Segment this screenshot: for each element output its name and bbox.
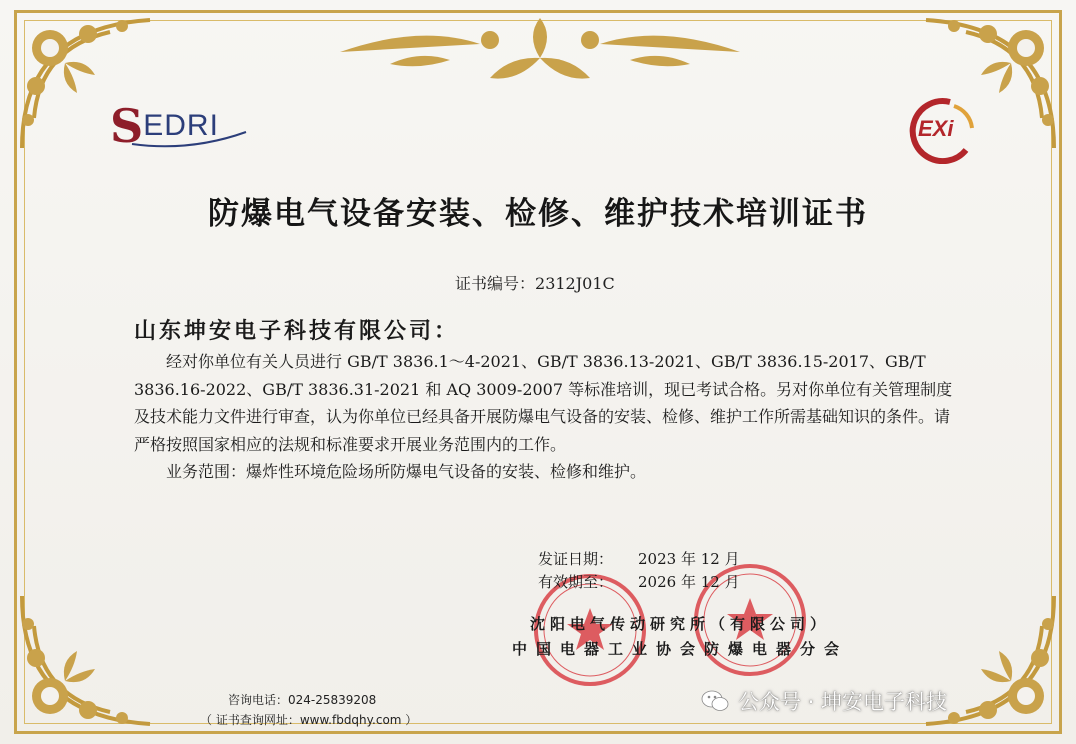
corner-ornament-icon	[10, 586, 160, 736]
certificate-dates	[538, 548, 740, 594]
contact-info	[200, 690, 417, 730]
certificate-number-label: 证书编号：	[455, 274, 536, 293]
wechat-icon	[700, 688, 730, 714]
exi-logo	[894, 92, 984, 164]
certificate-number-value: 2312J01C	[535, 274, 615, 293]
company-name: 山东坤安电子科技有限公司：	[134, 318, 460, 344]
top-ornament-icon	[330, 10, 750, 90]
issuer-line-1: 沈阳电气传动研究所（有限公司）	[529, 615, 830, 633]
valid-until-row	[538, 571, 740, 594]
sedri-logo	[110, 96, 245, 156]
wechat-watermark	[700, 686, 947, 716]
valid-until-value: 2026 年 12 月	[638, 573, 740, 591]
valid-until-label: 有效期至：	[538, 573, 614, 591]
contact-website: （ 证书查询网址：www.fbdqhy.com ）	[200, 713, 418, 727]
certificate-title: 防爆电气设备安装、检修、维护技术培训证书	[208, 196, 868, 232]
body-paragraph: 经对你单位有关人员进行 GB/T 3836.1～4-2021、GB/T 3836.13-2021、GB/T 3836.15-2017、GB/T 3836.16-2022、GB/T 3836.31-2021 和 AQ 3009-2007 等标准培训，现已考试合格。另对你单位有关管理制度及技术能力文件进行审查，认为你单位已经具备开展防爆电气设备的安装、检修、维护工作所需基础知识的条件。请严格按照国家相应的法规和标准要求开展业务范围内的工作。	[134, 352, 953, 454]
contact-phone: 咨询电话：024-25839208	[228, 693, 377, 707]
issue-date-label: 发证日期：	[538, 550, 614, 568]
sedri-logo-text: EDRI	[143, 109, 219, 142]
issuer-line-2: 中国电器工业协会防爆电器分会	[511, 640, 848, 658]
business-scope: 业务范围：爆炸性环境危险场所防爆电气设备的安装、检修和维护。	[166, 462, 647, 481]
sedri-swoosh-icon	[130, 124, 250, 150]
issue-date-value: 2023 年 12 月	[638, 550, 740, 568]
sedri-logo-mark: S	[110, 99, 144, 153]
certificate-body	[134, 348, 964, 486]
watermark-text: 公众号 · 坤安电子科技	[738, 690, 948, 714]
certificate-number	[455, 271, 615, 294]
issue-date-row	[538, 548, 740, 571]
issuing-organizations	[470, 612, 890, 662]
exi-logo-text: EXi	[918, 116, 954, 141]
